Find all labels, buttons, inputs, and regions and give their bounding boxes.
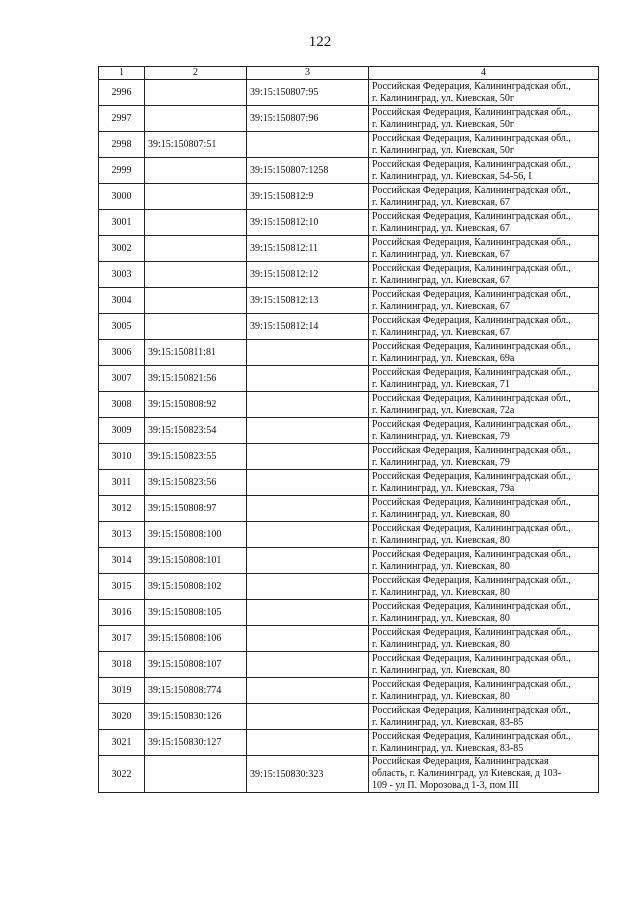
row-number: 3016 <box>99 600 145 626</box>
address-line: г. Калининград, ул. Киевская, 80 <box>372 534 510 546</box>
cadastral-number-col3: 39:15:150812:10 <box>247 210 369 236</box>
address-line: г. Калининград, ул. Киевская, 79 <box>372 456 510 468</box>
row-number: 3022 <box>99 756 145 793</box>
address-cell <box>369 106 599 132</box>
address-line: г. Калининград, ул. Киевская, 50г <box>372 144 515 156</box>
table-row <box>99 548 599 574</box>
address-cell <box>369 756 599 793</box>
address-cell <box>369 314 599 340</box>
table-row <box>99 132 599 158</box>
address-line: Российская Федерация, Калининградская обл., <box>372 314 571 326</box>
cadastral-number-col2: 39:15:150808:102 <box>145 574 247 600</box>
cadastral-number-col2 <box>145 106 247 132</box>
header-col-4: 4 <box>369 67 599 80</box>
cadastral-number-col3 <box>247 418 369 444</box>
address-line: Российская Федерация, Калининградская обл., <box>372 184 571 196</box>
address-cell <box>369 652 599 678</box>
address-line: Российская Федерация, Калининградская обл., <box>372 522 571 534</box>
address-cell <box>369 158 599 184</box>
row-number: 3009 <box>99 418 145 444</box>
address-line: Российская Федерация, Калининградская обл., <box>372 236 571 248</box>
table-row <box>99 158 599 184</box>
cadastral-number-col2: 39:15:150807:51 <box>145 132 247 158</box>
row-number: 3006 <box>99 340 145 366</box>
table-row <box>99 392 599 418</box>
address-line: Российская Федерация, Калининградская обл., <box>372 158 571 170</box>
cadastral-number-col3: 39:15:150807:96 <box>247 106 369 132</box>
address-cell <box>369 548 599 574</box>
cadastral-number-col2: 39:15:150830:127 <box>145 730 247 756</box>
cadastral-number-col2: 39:15:150808:107 <box>145 652 247 678</box>
row-number: 3021 <box>99 730 145 756</box>
cadastral-number-col2 <box>145 158 247 184</box>
row-number: 3020 <box>99 704 145 730</box>
cadastral-number-col3: 39:15:150812:14 <box>247 314 369 340</box>
row-number: 2999 <box>99 158 145 184</box>
cadastral-number-col3: 39:15:150807:1258 <box>247 158 369 184</box>
cadastral-number-col3 <box>247 366 369 392</box>
cadastral-number-col3 <box>247 340 369 366</box>
cadastral-number-col3 <box>247 132 369 158</box>
address-line: Российская Федерация, Калининградская обл., <box>372 288 571 300</box>
row-number: 3002 <box>99 236 145 262</box>
row-number: 3004 <box>99 288 145 314</box>
address-line: Российская Федерация, Калининградская обл., <box>372 392 571 404</box>
address-line: г. Калининград, ул. Киевская, 80 <box>372 586 510 598</box>
address-line: Российская Федерация, Калининградская обл., <box>372 106 571 118</box>
address-line: г. Калининград, ул. Киевская, 67 <box>372 300 510 312</box>
row-number: 3017 <box>99 626 145 652</box>
table-row <box>99 184 599 210</box>
row-number: 3015 <box>99 574 145 600</box>
address-line: Российская Федерация, Калининградская обл., <box>372 340 571 352</box>
address-cell <box>369 574 599 600</box>
cadastral-number-col2: 39:15:150830:126 <box>145 704 247 730</box>
address-line: г. Калининград, ул. Киевская, 69а <box>372 352 515 364</box>
row-number: 3013 <box>99 522 145 548</box>
address-line: Российская Федерация, Калининградская обл., <box>372 80 571 92</box>
row-number: 2998 <box>99 132 145 158</box>
address-line: Российская Федерация, Калининградская обл., <box>372 730 571 742</box>
address-line: Российская Федерация, Калининградская обл., <box>372 418 571 430</box>
address-line: г. Калининград, ул. Киевская, 54-56, I <box>372 170 532 182</box>
address-line: Российская Федерация, Калининградская обл., <box>372 366 571 378</box>
table-row <box>99 496 599 522</box>
cadastral-number-col2 <box>145 210 247 236</box>
address-line: г. Калининград, ул. Киевская, 80 <box>372 612 510 624</box>
row-number: 3012 <box>99 496 145 522</box>
cadastral-number-col2: 39:15:150808:100 <box>145 522 247 548</box>
cadastral-number-col3 <box>247 600 369 626</box>
address-line: Российская Федерация, Калининградская обл., <box>372 600 571 612</box>
address-line: г. Калининград, ул. Киевская, 50г <box>372 92 515 104</box>
cadastral-number-col2: 39:15:150823:55 <box>145 444 247 470</box>
cadastral-number-col2: 39:15:150823:54 <box>145 418 247 444</box>
row-number: 3007 <box>99 366 145 392</box>
address-line: Российская Федерация, Калининградская обл., <box>372 470 571 482</box>
registry-table <box>98 66 599 793</box>
row-number: 3011 <box>99 470 145 496</box>
cadastral-number-col3 <box>247 704 369 730</box>
table-row <box>99 106 599 132</box>
cadastral-number-col2 <box>145 262 247 288</box>
cadastral-number-col2: 39:15:150808:97 <box>145 496 247 522</box>
row-number: 3003 <box>99 262 145 288</box>
cadastral-number-col3 <box>247 496 369 522</box>
address-cell <box>369 704 599 730</box>
cadastral-number-col2: 39:15:150823:56 <box>145 470 247 496</box>
address-line: Российская Федерация, Калининградская обл., <box>372 652 571 664</box>
address-cell <box>369 600 599 626</box>
row-number: 3019 <box>99 678 145 704</box>
address-cell <box>369 262 599 288</box>
address-line: г. Калининград, ул. Киевская, 83-85 <box>372 742 524 754</box>
address-line: г. Калининград, ул. Киевская, 83-85 <box>372 716 524 728</box>
address-line: г. Калининград, ул. Киевская, 67 <box>372 196 510 208</box>
page-number: 122 <box>308 34 332 50</box>
cadastral-number-col2: 39:15:150808:105 <box>145 600 247 626</box>
cadastral-number-col2 <box>145 288 247 314</box>
row-number: 3001 <box>99 210 145 236</box>
address-cell <box>369 340 599 366</box>
row-number: 3000 <box>99 184 145 210</box>
table-row <box>99 444 599 470</box>
table-row <box>99 600 599 626</box>
address-cell <box>369 184 599 210</box>
row-number: 3008 <box>99 392 145 418</box>
cadastral-number-col3 <box>247 652 369 678</box>
row-number: 2996 <box>99 80 145 106</box>
table-row <box>99 652 599 678</box>
table-body <box>99 80 599 793</box>
address-cell <box>369 210 599 236</box>
cadastral-number-col3 <box>247 522 369 548</box>
table-row <box>99 366 599 392</box>
cadastral-number-col2 <box>145 80 247 106</box>
cadastral-number-col2: 39:15:150808:101 <box>145 548 247 574</box>
address-line: г. Калининград, ул. Киевская, 72а <box>372 404 515 416</box>
header-col-3: 3 <box>247 67 369 80</box>
cadastral-number-col3 <box>247 392 369 418</box>
table-row <box>99 470 599 496</box>
cadastral-number-col3 <box>247 678 369 704</box>
cadastral-number-col3: 39:15:150830:323 <box>247 756 369 793</box>
table-row <box>99 262 599 288</box>
address-line: Российская Федерация, Калининградская обл., <box>372 678 571 690</box>
address-cell <box>369 366 599 392</box>
table-row <box>99 574 599 600</box>
table-row <box>99 314 599 340</box>
address-cell <box>369 678 599 704</box>
cadastral-number-col2 <box>145 756 247 793</box>
cadastral-number-col3: 39:15:150812:12 <box>247 262 369 288</box>
cadastral-number-col3 <box>247 574 369 600</box>
address-line: Российская Федерация, Калининградская обл., <box>372 574 571 586</box>
address-cell <box>369 730 599 756</box>
address-line: область, г. Калининград, ул Киевская, д 103- <box>372 768 561 779</box>
address-line: Российская Федерация, Калининградская обл., <box>372 132 571 144</box>
address-line: г. Калининград, ул. Киевская, 80 <box>372 638 510 650</box>
row-number: 3010 <box>99 444 145 470</box>
address-line: Российская Федерация, Калининградская <box>372 756 549 767</box>
address-line: г. Калининград, ул. Киевская, 80 <box>372 690 510 702</box>
cadastral-number-col3 <box>247 626 369 652</box>
cadastral-number-col2: 39:15:150808:774 <box>145 678 247 704</box>
cadastral-number-col2 <box>145 314 247 340</box>
header-col-1: 1 <box>99 67 145 80</box>
address-line: г. Калининград, ул. Киевская, 67 <box>372 248 510 260</box>
table-row <box>99 288 599 314</box>
table-row <box>99 340 599 366</box>
address-line: 109 - ул П. Морозова,д 1-3, пом III <box>372 780 519 791</box>
table-row <box>99 236 599 262</box>
table-row <box>99 626 599 652</box>
address-cell <box>369 470 599 496</box>
cadastral-number-col2: 39:15:150811:81 <box>145 340 247 366</box>
address-line: г. Калининград, ул. Киевская, 67 <box>372 326 510 338</box>
address-line: Российская Федерация, Калининградская обл., <box>372 262 571 274</box>
cadastral-number-col3: 39:15:150812:13 <box>247 288 369 314</box>
cadastral-number-col3 <box>247 730 369 756</box>
table-row <box>99 756 599 793</box>
table-row <box>99 704 599 730</box>
address-line: г. Калининград, ул. Киевская, 79 <box>372 430 510 442</box>
table-row <box>99 418 599 444</box>
address-line: г. Калининград, ул. Киевская, 50г <box>372 118 515 130</box>
cadastral-number-col3: 39:15:150807:95 <box>247 80 369 106</box>
address-cell <box>369 444 599 470</box>
address-line: Российская Федерация, Калининградская обл., <box>372 444 571 456</box>
address-cell <box>369 132 599 158</box>
address-cell <box>369 288 599 314</box>
address-cell <box>369 522 599 548</box>
cadastral-number-col2: 39:15:150808:106 <box>145 626 247 652</box>
address-line: Российская Федерация, Калининградская обл., <box>372 548 571 560</box>
cadastral-number-col2: 39:15:150808:92 <box>145 392 247 418</box>
cadastral-number-col2 <box>145 236 247 262</box>
cadastral-number-col3 <box>247 444 369 470</box>
table-row <box>99 678 599 704</box>
address-line: г. Калининград, ул. Киевская, 71 <box>372 378 510 390</box>
cadastral-number-col3: 39:15:150812:11 <box>247 236 369 262</box>
cadastral-number-col2 <box>145 184 247 210</box>
table-row <box>99 80 599 106</box>
table-row <box>99 210 599 236</box>
header-col-2: 2 <box>145 67 247 80</box>
table-row <box>99 522 599 548</box>
address-cell <box>369 418 599 444</box>
address-cell <box>369 80 599 106</box>
cadastral-number-col3 <box>247 548 369 574</box>
address-cell <box>369 626 599 652</box>
address-line: г. Калининград, ул. Киевская, 80 <box>372 664 510 676</box>
cadastral-number-col2: 39:15:150821:56 <box>145 366 247 392</box>
address-line: г. Калининград, ул. Киевская, 67 <box>372 222 510 234</box>
row-number: 3014 <box>99 548 145 574</box>
row-number: 3018 <box>99 652 145 678</box>
address-cell <box>369 392 599 418</box>
table-row <box>99 730 599 756</box>
address-line: г. Калининград, ул. Киевская, 79а <box>372 482 515 494</box>
address-line: г. Калининград, ул. Киевская, 80 <box>372 508 510 520</box>
address-line: Российская Федерация, Калининградская обл., <box>372 626 571 638</box>
address-line: Российская Федерация, Калининградская обл., <box>372 210 571 222</box>
address-line: г. Калининград, ул. Киевская, 67 <box>372 274 510 286</box>
address-line: Российская Федерация, Калининградская обл., <box>372 496 571 508</box>
table-header-row <box>99 67 599 80</box>
address-cell <box>369 236 599 262</box>
address-line: г. Калининград, ул. Киевская, 80 <box>372 560 510 572</box>
address-line: Российская Федерация, Калининградская обл., <box>372 704 571 716</box>
cadastral-number-col3: 39:15:150812:9 <box>247 184 369 210</box>
row-number: 2997 <box>99 106 145 132</box>
cadastral-number-col3 <box>247 470 369 496</box>
address-cell <box>369 496 599 522</box>
row-number: 3005 <box>99 314 145 340</box>
